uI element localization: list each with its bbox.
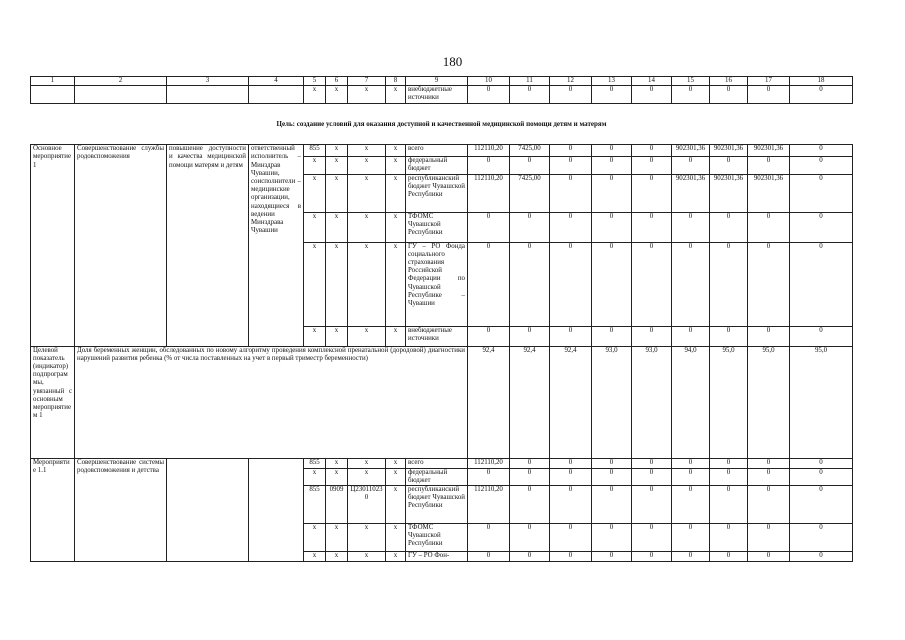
column-number: 2 bbox=[75, 77, 167, 86]
code-cell: x bbox=[304, 242, 326, 326]
value-cell: 0 bbox=[592, 174, 632, 212]
code-cell: x bbox=[304, 86, 326, 104]
value-cell: 0 bbox=[672, 524, 710, 552]
event-executor: ответственный исполнитель – Минздрав Чувашии, соисполнители – медицинские организации, находящиеся в ведении Минздрава Чувашии bbox=[249, 145, 304, 346]
value-cell: 0 bbox=[510, 242, 550, 326]
value-cell: 902301,36 bbox=[672, 145, 710, 157]
column-number: 8 bbox=[386, 77, 406, 86]
code-cell: x bbox=[326, 468, 348, 485]
page-number: 180 bbox=[442, 54, 463, 69]
goal-heading: Цель: создание условий для оказания доступной и качественной медицинской помощи детям и матерям bbox=[31, 104, 853, 145]
value-cell: 0 bbox=[550, 552, 592, 562]
code-cell: x bbox=[386, 468, 406, 485]
indicator-row bbox=[31, 346, 853, 458]
code-cell: x bbox=[348, 552, 386, 562]
indicator-value: 95,0 bbox=[790, 346, 853, 458]
indicator-value: 95,0 bbox=[748, 346, 790, 458]
value-cell: 0 bbox=[550, 145, 592, 157]
column-number: 12 bbox=[550, 77, 592, 86]
event-goal: повышение доступности и качества медицинской помощи матерям и детям bbox=[167, 145, 249, 346]
value-cell: 0 bbox=[550, 458, 592, 468]
value-cell: 0 bbox=[710, 458, 748, 468]
indicator-value: 92,4 bbox=[510, 346, 550, 458]
value-cell: 0 bbox=[592, 242, 632, 326]
value-cell: 902301,36 bbox=[710, 174, 748, 212]
value-cell: 0 bbox=[672, 552, 710, 562]
code-cell: x bbox=[348, 242, 386, 326]
value-cell: 0 bbox=[550, 524, 592, 552]
code-cell: x bbox=[386, 242, 406, 326]
column-number: 15 bbox=[672, 77, 710, 86]
indicator-value: 94,0 bbox=[672, 346, 710, 458]
value-cell: 0 bbox=[672, 326, 710, 346]
value-cell: 0 bbox=[632, 468, 672, 485]
column-number: 1 bbox=[31, 77, 75, 86]
value-cell: 0 bbox=[748, 524, 790, 552]
code-cell: 855 bbox=[304, 458, 326, 468]
value-cell: 0 bbox=[468, 468, 510, 485]
value-cell: 7425,00 bbox=[510, 145, 550, 157]
code-cell: x bbox=[386, 552, 406, 562]
value-cell: 0 bbox=[790, 458, 853, 468]
column-number: 9 bbox=[406, 77, 468, 86]
value-cell: 0 bbox=[790, 524, 853, 552]
column-number: 14 bbox=[632, 77, 672, 86]
code-cell: x bbox=[304, 157, 326, 174]
value-cell: 0 bbox=[550, 242, 592, 326]
source-cell: федеральный бюджет bbox=[406, 468, 468, 485]
code-cell: x bbox=[326, 174, 348, 212]
value-cell: 0 bbox=[550, 486, 592, 524]
code-cell: x bbox=[326, 458, 348, 468]
value-cell: 0 bbox=[510, 458, 550, 468]
value-cell: 0 bbox=[790, 157, 853, 174]
empty-cell bbox=[249, 458, 304, 561]
table-row bbox=[31, 86, 853, 104]
value-cell: 0 bbox=[468, 326, 510, 346]
value-cell: 112110,20 bbox=[468, 458, 510, 468]
value-cell: 0 bbox=[672, 212, 710, 242]
indicator-value: 95,0 bbox=[710, 346, 748, 458]
value-cell: 0 bbox=[710, 552, 748, 562]
value-cell: 0 bbox=[710, 468, 748, 485]
source-cell: всего bbox=[406, 145, 468, 157]
code-cell: x bbox=[304, 212, 326, 242]
empty-cell bbox=[75, 86, 167, 104]
value-cell: 0 bbox=[468, 212, 510, 242]
source-cell: всего bbox=[406, 458, 468, 468]
value-cell: 0 bbox=[748, 486, 790, 524]
code-cell: x bbox=[348, 86, 386, 104]
value-cell: 0 bbox=[710, 86, 748, 104]
value-cell: 0 bbox=[672, 242, 710, 326]
value-cell: 0 bbox=[510, 157, 550, 174]
value-cell: 0 bbox=[550, 326, 592, 346]
code-cell: x bbox=[304, 552, 326, 562]
code-cell: x bbox=[386, 458, 406, 468]
empty-cell bbox=[249, 86, 304, 104]
indicator-value: 92,4 bbox=[468, 346, 510, 458]
code-cell: x bbox=[326, 212, 348, 242]
value-cell: 0 bbox=[672, 486, 710, 524]
value-cell: 0 bbox=[748, 86, 790, 104]
code-cell: 855 bbox=[304, 486, 326, 524]
value-cell: 7425,00 bbox=[510, 174, 550, 212]
value-cell: 0 bbox=[592, 86, 632, 104]
value-cell: 0 bbox=[592, 157, 632, 174]
column-number: 10 bbox=[468, 77, 510, 86]
value-cell: 0 bbox=[632, 552, 672, 562]
event-title: Мероприятие 1.1 bbox=[31, 458, 75, 561]
code-cell: x bbox=[386, 86, 406, 104]
column-number: 5 bbox=[304, 77, 326, 86]
column-number: 4 bbox=[249, 77, 304, 86]
event-title: Основное мероприятие 1 bbox=[31, 145, 75, 346]
code-cell: x bbox=[348, 524, 386, 552]
value-cell: 0 bbox=[710, 242, 748, 326]
value-cell: 0 bbox=[592, 552, 632, 562]
value-cell: 0 bbox=[550, 157, 592, 174]
code-cell: x bbox=[304, 468, 326, 485]
source-cell: республиканский бюджет Чувашской Республики bbox=[406, 486, 468, 524]
code-cell: x bbox=[326, 157, 348, 174]
value-cell: 0 bbox=[790, 486, 853, 524]
value-cell: 0 bbox=[592, 212, 632, 242]
value-cell: 0 bbox=[672, 86, 710, 104]
code-cell: x bbox=[348, 145, 386, 157]
code-cell: x bbox=[326, 242, 348, 326]
value-cell: 0 bbox=[790, 86, 853, 104]
value-cell: 0 bbox=[592, 458, 632, 468]
code-cell: x bbox=[304, 174, 326, 212]
code-cell: x bbox=[348, 458, 386, 468]
value-cell: 0 bbox=[748, 242, 790, 326]
value-cell: 0 bbox=[550, 174, 592, 212]
code-cell: x bbox=[326, 524, 348, 552]
value-cell: 0 bbox=[550, 212, 592, 242]
value-cell: 0 bbox=[672, 468, 710, 485]
code-cell: x bbox=[348, 468, 386, 485]
value-cell: 0 bbox=[790, 552, 853, 562]
code-cell: x bbox=[326, 86, 348, 104]
code-cell: 855 bbox=[304, 145, 326, 157]
program-table bbox=[30, 76, 853, 562]
value-cell: 0 bbox=[710, 524, 748, 552]
indicator-value: 92,4 bbox=[550, 346, 592, 458]
source-cell: ТФОМС Чувашской Республики bbox=[406, 212, 468, 242]
code-cell: x bbox=[386, 174, 406, 212]
value-cell: 0 bbox=[710, 157, 748, 174]
code-cell: x bbox=[386, 212, 406, 242]
value-cell: 0 bbox=[510, 86, 550, 104]
code-cell: Ц230110230 bbox=[348, 486, 386, 524]
value-cell: 0 bbox=[748, 552, 790, 562]
empty-cell bbox=[31, 86, 75, 104]
value-cell: 0 bbox=[710, 486, 748, 524]
value-cell: 0 bbox=[632, 242, 672, 326]
code-cell: x bbox=[348, 174, 386, 212]
value-cell: 0 bbox=[632, 486, 672, 524]
value-cell: 0 bbox=[468, 86, 510, 104]
value-cell: 0 bbox=[748, 326, 790, 346]
value-cell: 0 bbox=[510, 524, 550, 552]
value-cell: 0 bbox=[790, 242, 853, 326]
value-cell: 0 bbox=[550, 468, 592, 485]
code-cell: x bbox=[348, 212, 386, 242]
event-name: Совершенствование службы родовспоможения bbox=[75, 145, 167, 346]
code-cell: x bbox=[386, 486, 406, 524]
value-cell: 0 bbox=[632, 174, 672, 212]
code-cell: x bbox=[326, 145, 348, 157]
source-cell: внебюджетные источники bbox=[406, 326, 468, 346]
source-cell: федеральный бюджет bbox=[406, 157, 468, 174]
code-cell: x bbox=[386, 145, 406, 157]
goal-row bbox=[31, 104, 853, 145]
code-cell: x bbox=[304, 524, 326, 552]
value-cell: 0 bbox=[510, 552, 550, 562]
value-cell: 0 bbox=[790, 174, 853, 212]
column-number: 7 bbox=[348, 77, 386, 86]
value-cell: 902301,36 bbox=[748, 145, 790, 157]
empty-cell bbox=[167, 86, 249, 104]
value-cell: 902301,36 bbox=[672, 174, 710, 212]
event-name: Совершенствование системы родовспоможения и детства bbox=[75, 458, 167, 561]
value-cell: 0 bbox=[550, 86, 592, 104]
value-cell: 112110,20 bbox=[468, 486, 510, 524]
source-cell: ГУ – РО Фон- bbox=[406, 552, 468, 562]
value-cell: 0 bbox=[632, 326, 672, 346]
code-cell: 0909 bbox=[326, 486, 348, 524]
value-cell: 0 bbox=[592, 326, 632, 346]
value-cell: 0 bbox=[790, 326, 853, 346]
value-cell: 0 bbox=[592, 145, 632, 157]
indicator-text: Доля беременных женщин, обследованных по новому алгоритму проведения комплексной пренатальной (дородовой) диагностики нарушений развития ребенка (% от числа поставленных на учет в первый триместр беременности) bbox=[75, 346, 468, 458]
source-cell: республиканский бюджет Чувашской Республики bbox=[406, 174, 468, 212]
code-cell: x bbox=[348, 157, 386, 174]
value-cell: 112110,20 bbox=[468, 145, 510, 157]
table-row bbox=[31, 145, 853, 157]
value-cell: 0 bbox=[672, 157, 710, 174]
value-cell: 0 bbox=[468, 157, 510, 174]
code-cell: x bbox=[386, 524, 406, 552]
value-cell: 0 bbox=[592, 468, 632, 485]
value-cell: 0 bbox=[748, 458, 790, 468]
value-cell: 0 bbox=[790, 468, 853, 485]
column-number: 3 bbox=[167, 77, 249, 86]
value-cell: 0 bbox=[468, 552, 510, 562]
value-cell: 0 bbox=[592, 524, 632, 552]
source-cell: ТФОМС Чувашской Республики bbox=[406, 524, 468, 552]
value-cell: 0 bbox=[748, 212, 790, 242]
code-cell: x bbox=[386, 157, 406, 174]
value-cell: 0 bbox=[790, 212, 853, 242]
value-cell: 0 bbox=[632, 212, 672, 242]
code-cell: x bbox=[386, 326, 406, 346]
value-cell: 0 bbox=[510, 468, 550, 485]
value-cell: 0 bbox=[468, 524, 510, 552]
value-cell: 0 bbox=[672, 458, 710, 468]
empty-cell bbox=[167, 458, 249, 561]
column-number: 17 bbox=[748, 77, 790, 86]
code-cell: x bbox=[304, 326, 326, 346]
value-cell: 902301,36 bbox=[710, 145, 748, 157]
value-cell: 0 bbox=[510, 486, 550, 524]
code-cell: x bbox=[326, 552, 348, 562]
value-cell: 902301,36 bbox=[748, 174, 790, 212]
indicator-label: Целевой показатель (индикатор) подпрограммы, увязанный с основным мероприятием 1 bbox=[31, 346, 75, 458]
code-cell: x bbox=[348, 326, 386, 346]
value-cell: 0 bbox=[632, 524, 672, 552]
column-number: 13 bbox=[592, 77, 632, 86]
indicator-value: 93,0 bbox=[592, 346, 632, 458]
column-number: 11 bbox=[510, 77, 550, 86]
code-cell: x bbox=[326, 326, 348, 346]
value-cell: 0 bbox=[790, 145, 853, 157]
value-cell: 0 bbox=[748, 157, 790, 174]
table-row bbox=[31, 458, 853, 468]
source-cell: внебюджетные источники bbox=[406, 86, 468, 104]
header-row bbox=[31, 77, 853, 86]
value-cell: 0 bbox=[592, 486, 632, 524]
column-number: 16 bbox=[710, 77, 748, 86]
value-cell: 0 bbox=[468, 242, 510, 326]
column-number: 6 bbox=[326, 77, 348, 86]
value-cell: 0 bbox=[748, 468, 790, 485]
value-cell: 112110,20 bbox=[468, 174, 510, 212]
value-cell: 0 bbox=[632, 157, 672, 174]
source-cell: ГУ – РО Фонда социального страхования Российской Федерации по Чувашской Республике – Чувашии bbox=[406, 242, 468, 326]
value-cell: 0 bbox=[510, 326, 550, 346]
value-cell: 0 bbox=[632, 86, 672, 104]
value-cell: 0 bbox=[710, 326, 748, 346]
column-number: 18 bbox=[790, 77, 853, 86]
indicator-value: 93,0 bbox=[632, 346, 672, 458]
value-cell: 0 bbox=[510, 212, 550, 242]
value-cell: 0 bbox=[710, 212, 748, 242]
value-cell: 0 bbox=[632, 458, 672, 468]
value-cell: 0 bbox=[632, 145, 672, 157]
